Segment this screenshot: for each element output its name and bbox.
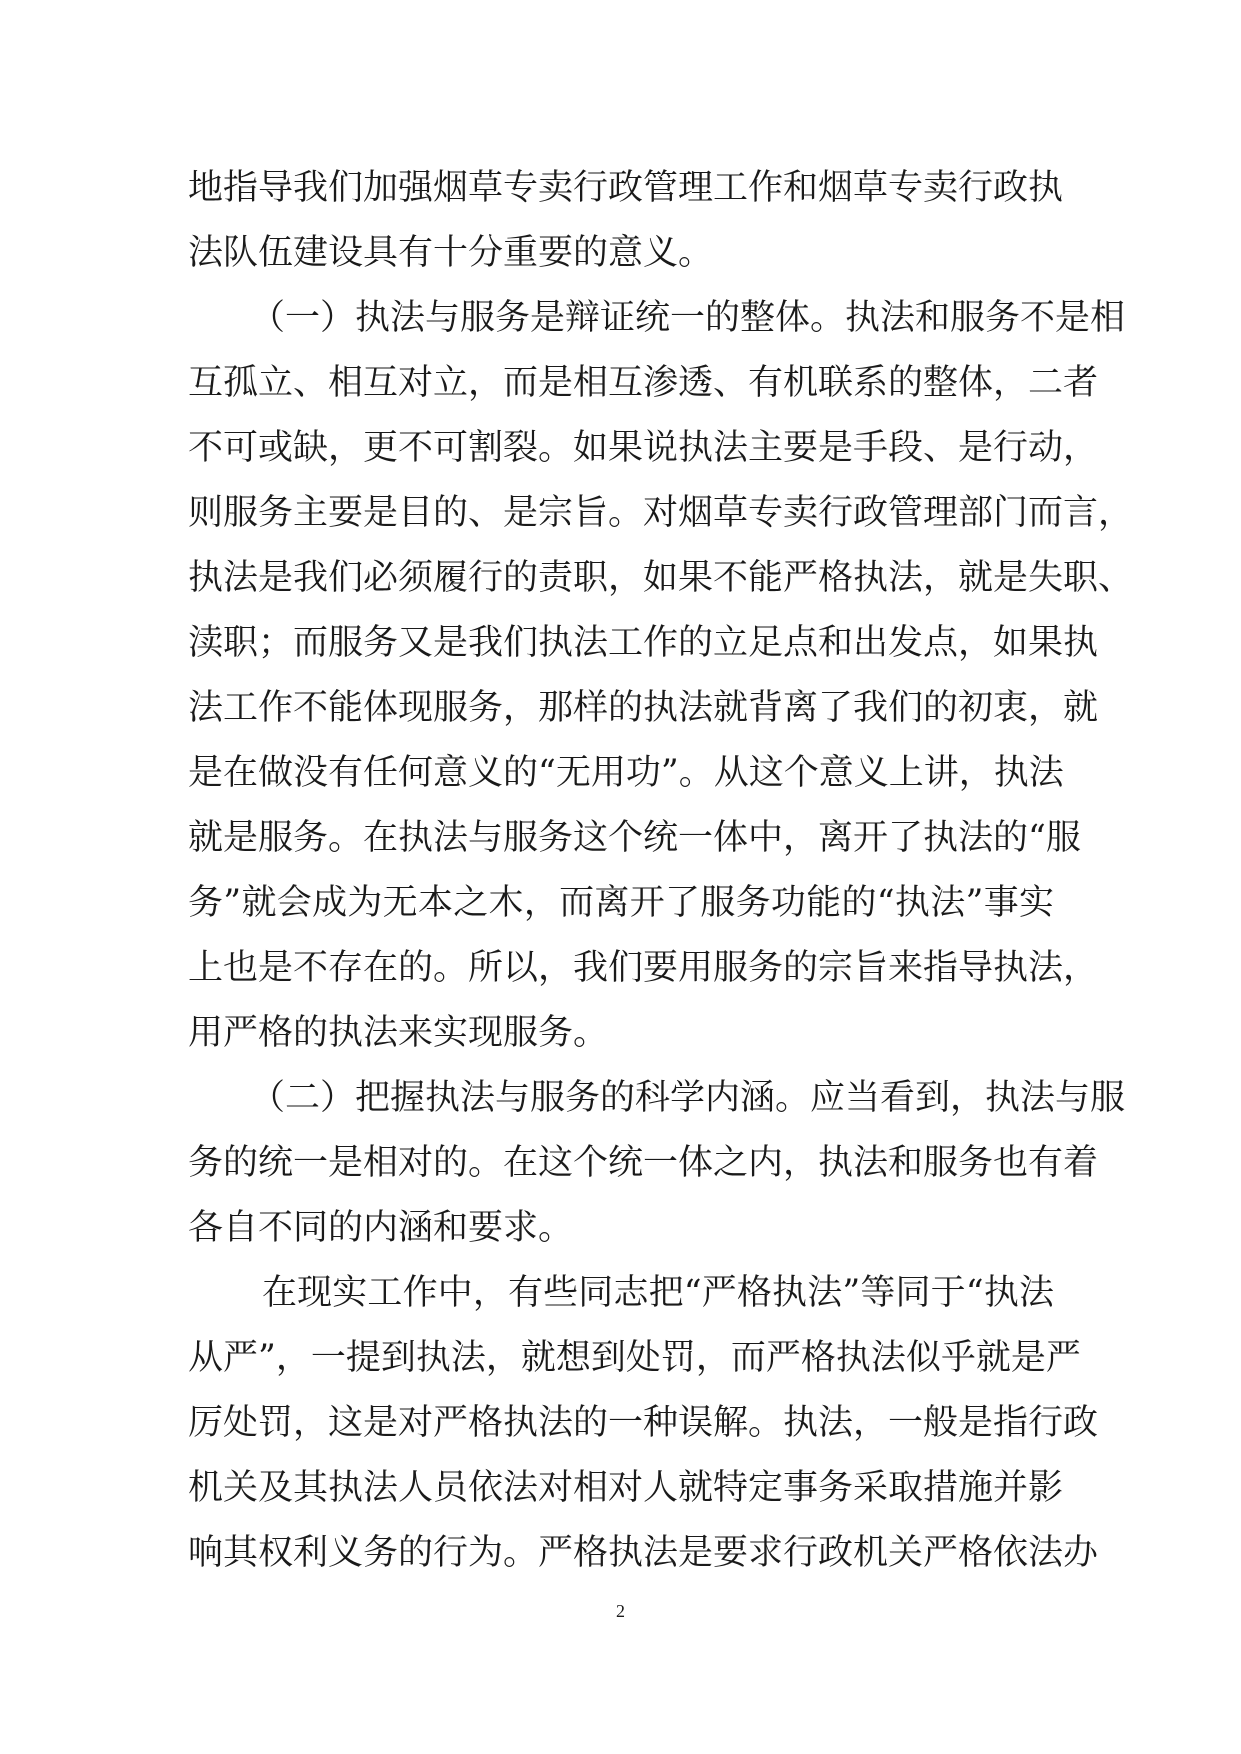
text-line: 互孤立、相互对立，而是相互渗透、有机联系的整体，二者 [188,363,1099,403]
text-line: 厉处罚，这是对严格执法的一种误解。执法，一般是指行政 [188,1403,1099,1443]
text-line: 用严格的执法来实现服务。 [188,1013,609,1053]
text-line: 上也是不存在的。所以，我们要用服务的宗旨来指导执法， [188,948,1099,988]
body-text [188,156,1134,1586]
text-line: 是在做没有任何意义的“无用功”。从这个意义上讲，执法 [188,753,1064,793]
text-line: 渎职；而服务又是我们执法工作的立足点和出发点，如果执 [188,623,1099,663]
text-line: 务的统一是相对的。在这个统一体之内，执法和服务也有着 [188,1143,1099,1183]
section-heading-line: （一）执法与服务是辩证统一的整体。执法和服务不是相 [250,298,1126,338]
text-line: 机关及其执法人员依法对相对人就特定事务采取措施并影 [188,1468,1064,1508]
text-line: 则服务主要是目的、是宗旨。对烟草专卖行政管理部门而言， [188,493,1134,533]
text-line: 不可或缺，更不可割裂。如果说执法主要是手段、是行动， [188,428,1099,468]
text-line: 各自不同的内涵和要求。 [188,1208,574,1248]
paragraph-first-line: 在现实工作中，有些同志把“严格执法”等同于“执法 [262,1273,1054,1313]
text-line: 就是服务。在执法与服务这个统一体中，离开了执法的“服 [188,818,1081,858]
text-line: 执法是我们必须履行的责职，如果不能严格执法，就是失职、 [188,558,1134,598]
text-line: 法工作不能体现服务，那样的执法就背离了我们的初衷，就 [188,688,1099,728]
page-number: 2 [616,1601,625,1621]
text-line: 法队伍建设具有十分重要的意义。 [188,233,714,273]
section-heading-line: （二）把握执法与服务的科学内涵。应当看到，执法与服 [250,1078,1126,1118]
text-line: 从严”，一提到执法，就想到处罚，而严格执法似乎就是严 [188,1338,1081,1378]
text-line: 务”就会成为无本之木，而离开了服务功能的“执法”事实 [188,883,1054,923]
text-line: 地指导我们加强烟草专卖行政管理工作和烟草专卖行政执 [188,168,1064,208]
text-line: 响其权利义务的行为。严格执法是要求行政机关严格依法办 [188,1533,1099,1573]
